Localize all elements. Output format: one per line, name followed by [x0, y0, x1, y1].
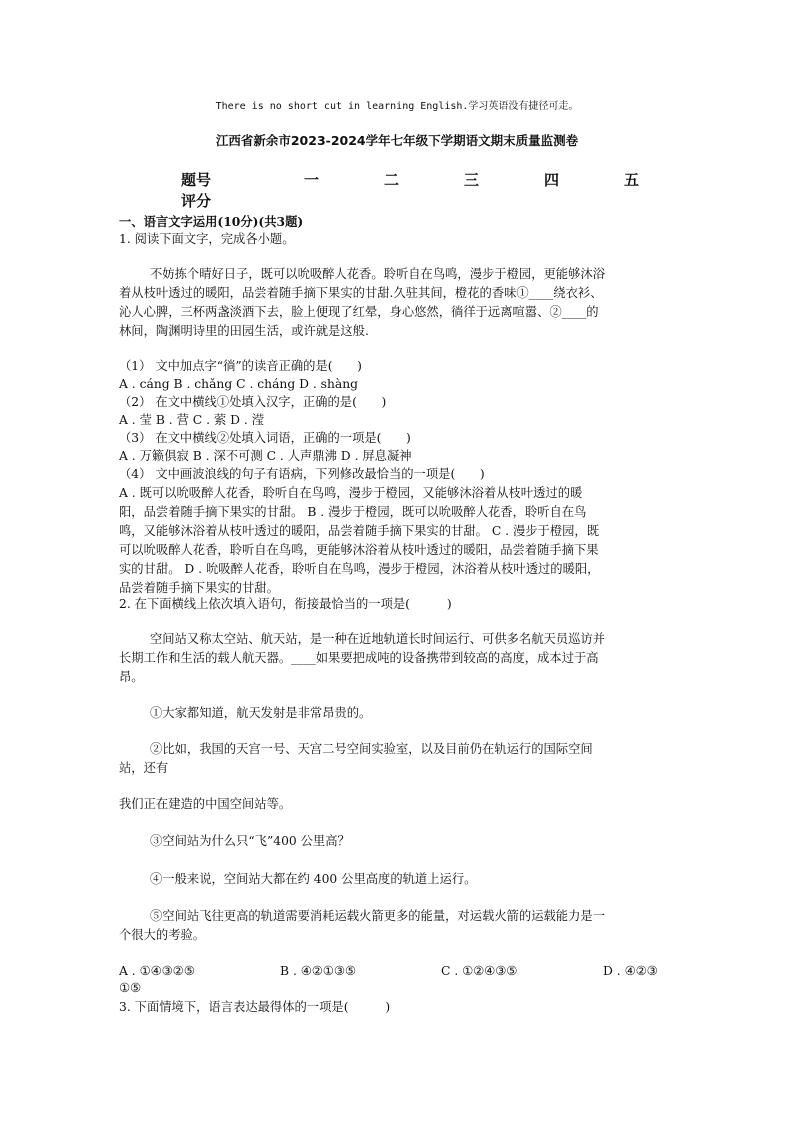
score-col-4: 四 [544, 171, 560, 189]
sentence-item: ②比如，我国的天宫一号、天宫二号空间实验室，以及目前仍在轨运行的国际空间 [150, 742, 593, 756]
question-3-stem: 3. 下面情境下，语言表达最得体的一项是( ) [119, 1000, 391, 1014]
score-col-2: 二 [384, 171, 400, 189]
sentence-item: ①大家都知道，航天发射是非常昂贵的。 [150, 706, 372, 720]
subquestion-4: （4） 文中画波浪线的句子有语病，下列修改最恰当的一项是( ) [119, 467, 485, 481]
sentence-item: ⑤空间站飞往更高的轨道需要消耗运载火箭更多的能量，对运载火箭的运载能力是一 [150, 909, 605, 923]
subquestion-3: （3） 在文中横线②处填入词语，正确的一项是( ) [119, 431, 411, 445]
option-line: 鸣，又能够沐浴着从枝叶透过的暖阳，品尝着随手摘下果实的甘甜。 C . 漫步于橙园，既 [119, 524, 600, 538]
sentence-item: ③空间站为什么只“飞”400 公里高？ [150, 834, 350, 848]
section-heading: 一、语言文字运用(10分)(共3题) [119, 214, 304, 229]
score-col-5: 五 [624, 171, 640, 189]
passage-line: 不妨拣个晴好日子，既可以吮吸醉人花香。聆听自在鸟鸣，漫步于橙园，更能够沐浴 [150, 267, 605, 281]
passage-line: 林间，陶渊明诗里的田园生活，或许就是这般. [119, 324, 369, 338]
passage-line: 沁人心脾，三杯两盏淡酒下去，脸上便现了红晕，身心悠然，徜徉于远离喧嚣、②____的 [119, 305, 599, 319]
score-row-label-score: 评分 [181, 192, 212, 210]
score-row-label-number: 题号 [181, 171, 212, 189]
option-line: A . 既可以吮吸醉人花香，聆听自在鸟鸣，漫步于橙园，又能够沐浴着从枝叶透过的暖 [119, 486, 583, 500]
option-b: B . ④②①③⑤ [280, 964, 356, 978]
subquestion-1-options: A . cáng B . chǎng C . cháng D . shàng [119, 377, 359, 391]
question-2-stem: 2. 在下面横线上依次填入语句，衔接最恰当的一项是( ) [119, 597, 452, 611]
passage-line: 着从枝叶透过的暖阳，品尝着随手摘下果实的甘甜.久驻其间，橙花的香味①____绕衣衫、 [119, 286, 603, 300]
subquestion-1: （1） 文中加点字“徜”的读音正确的是( ) [119, 359, 362, 373]
option-line: 品尝着随手摘下果实的甘甜。 [119, 581, 279, 595]
question-1-stem: 1. 阅读下面文字，完成各小题。 [119, 232, 295, 246]
subquestion-3-options: A . 万籁俱寂 B . 深不可测 C . 人声鼎沸 D . 屏息凝神 [119, 449, 412, 463]
header-motto: There is no short cut in learning English.学习英语没有捷径可走。 [215, 101, 579, 112]
sentence-item: 我们正在建造的中国空间站等。 [119, 797, 292, 811]
score-col-1: 一 [304, 171, 320, 189]
sentence-item: ④一般来说，空间站大都在约 400 公里高度的轨道上运行。 [150, 872, 477, 886]
sentence-item: 站，还有 [119, 761, 169, 775]
score-col-3: 三 [464, 171, 480, 189]
sentence-item: 个很大的考验。 [119, 928, 206, 942]
option-d-wrap: ①⑤ [119, 981, 142, 995]
option-line: 可以吮吸醉人花香，聆听自在鸟鸣，更能够沐浴着从枝叶透过的暖阳，品尝着随手摘下果 [119, 543, 599, 557]
passage-line: 空间站又称太空站、航天站，是一种在近地轨道长时间运行、可供多名航天员巡访并 [150, 632, 605, 646]
option-a: A . ①④③②⑤ [119, 964, 195, 978]
option-line: 阳，品尝着随手摘下果实的甘甜。 B . 漫步于橙园，既可以吮吸醉人花香，聆听自在鸟 [119, 505, 587, 519]
option-c: C . ①②④③⑤ [441, 964, 518, 978]
passage-line: 昂。 [119, 670, 144, 684]
subquestion-2-options: A . 莹 B . 营 C . 萦 D . 滢 [119, 413, 265, 427]
passage-line: 长期工作和生活的载人航天器。____如果要把成吨的设备携带到较高的高度，成本过于高 [119, 651, 599, 665]
option-line: 实的甘甜。 D . 吮吸醉人花香，聆听自在鸟鸣，漫步于橙园，沐浴着从枝叶透过的暖阳， [119, 562, 600, 576]
exam-title: 江西省新余市2023-2024学年七年级下学期语文期末质量监测卷 [215, 133, 579, 148]
subquestion-2: （2） 在文中横线①处填入汉字，正确的是( ) [119, 395, 387, 409]
option-d: D . ④②③ [603, 964, 658, 978]
